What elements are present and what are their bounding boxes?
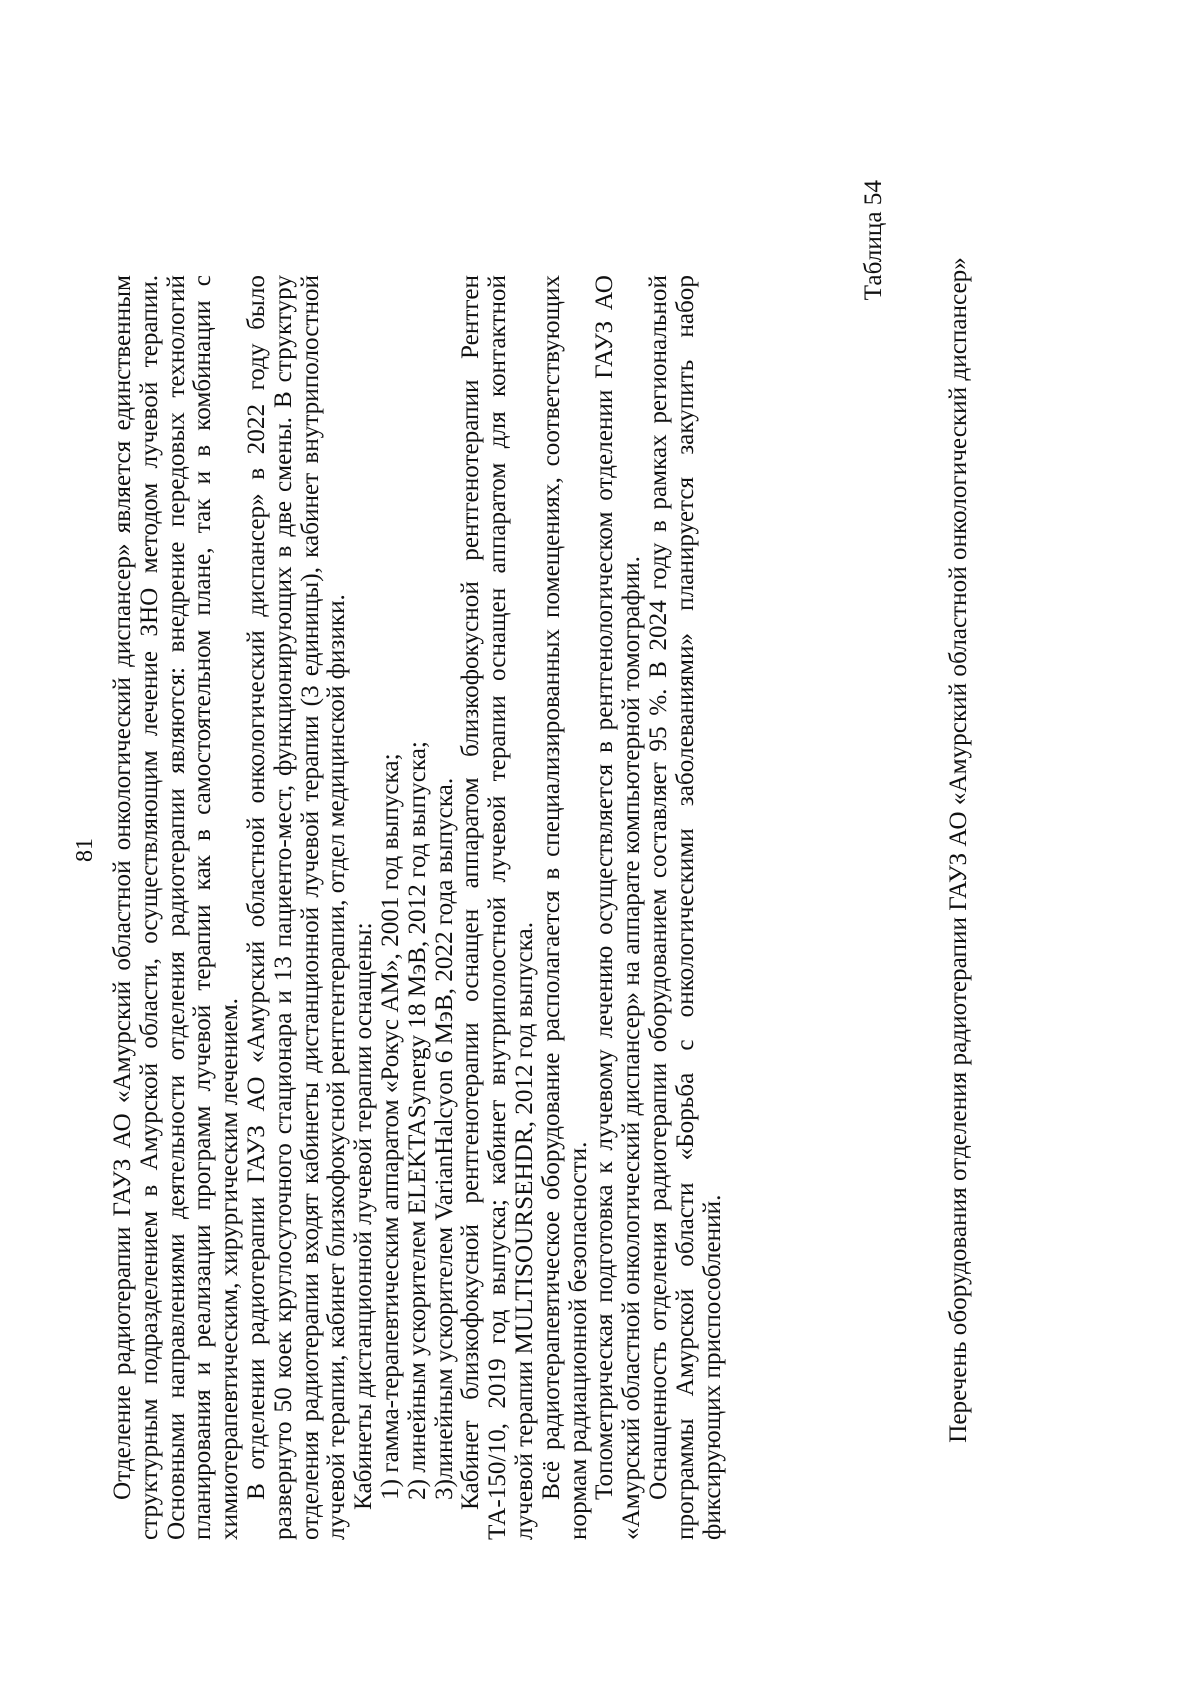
paragraph-structure: В отделении радиотерапии ГАУЗ АО «Амурский областной онкологический диспансер» в 2022 году было развернуто 50 коек круглосуточного стационара и 13 пациенто-мест, функционирующих в две смены. В структуру отделения радиотерапии входят кабинеты дистанционной лучевой терапии (3 единицы), кабинет внутриполостной лучевой терапии, кабинет близкофокусной рентгентерапии, отдел медицинской физики. xyxy=(242,275,351,1540)
paragraph-equipment-level: Оснащенность отделения радиотерапии оборудованием составляет 95 %. В 2024 году в рамках региональной программы Амурской области «Борьба с онкологическими заболеваниями» планируется закупить набор фиксирующих приспособлений. xyxy=(644,275,726,1540)
table-label: Таблица 54 xyxy=(860,180,887,301)
list-item-1: 1) гамма-терапевтическим аппаратом «Рокус АМ», 2001 год выпуска; xyxy=(376,753,404,1500)
paragraph-equipment-heading: Кабинеты дистанционной лучевой терапии оснащены: xyxy=(350,922,378,1510)
page-number: 81 xyxy=(72,838,98,862)
table-title: Перечень оборудования отделения радиотерапии ГАУЗ АО «Амурский областной онкологический диспансер» xyxy=(945,257,972,1443)
paragraph-topometry: Топометрическая подготовка к лучевому лечению осуществляется в рентгенологическом отделении ГАУЗ АО «Амурский областной онкологический диспансер» на аппарате компьютерной томографии. xyxy=(591,275,646,1540)
list-item-3: 3)линейным ускорителем VarianHalcyon 6 МэВ, 2022 года выпуска. xyxy=(430,777,458,1500)
body-text xyxy=(110,275,726,1540)
paragraph-xray-cabinet: Кабинет близкофокусной рентгенотерапии оснащен аппаратом близкофокусной рентгенотерапии Рентген ТА-150/10, 2019 год выпуска; кабинет внутриполостной лучевой терапии оснащен аппаратом для контактной лучевой терапии MULTISOURSEHDR, 2012 год выпуска. xyxy=(457,275,538,1540)
paragraph-safety: Всё радиотерапевтическое оборудование располагается в специализированных помещениях, соответствующих нормам радиационной безопасности. xyxy=(537,275,592,1540)
paragraph-intro: Отделение радиотерапии ГАУЗ АО «Амурский областной онкологический диспансер» является единственным структурным подразделением в Амурской области, осуществляющим лечение ЗНО методом лучевой терапии. Основными направлениями деятельности отделения радиотерапии являются: внедрение передовых технологий планирования и реализации программ лучевой терапии как в самостоятельном плане, так и в комбинации с химиотерапевтическим, хирургическим лечением. xyxy=(109,275,244,1540)
list-item-2: 2) линейным ускорителем ELEKTASynergy 18 МэВ, 2012 год выпуска; xyxy=(403,741,431,1500)
